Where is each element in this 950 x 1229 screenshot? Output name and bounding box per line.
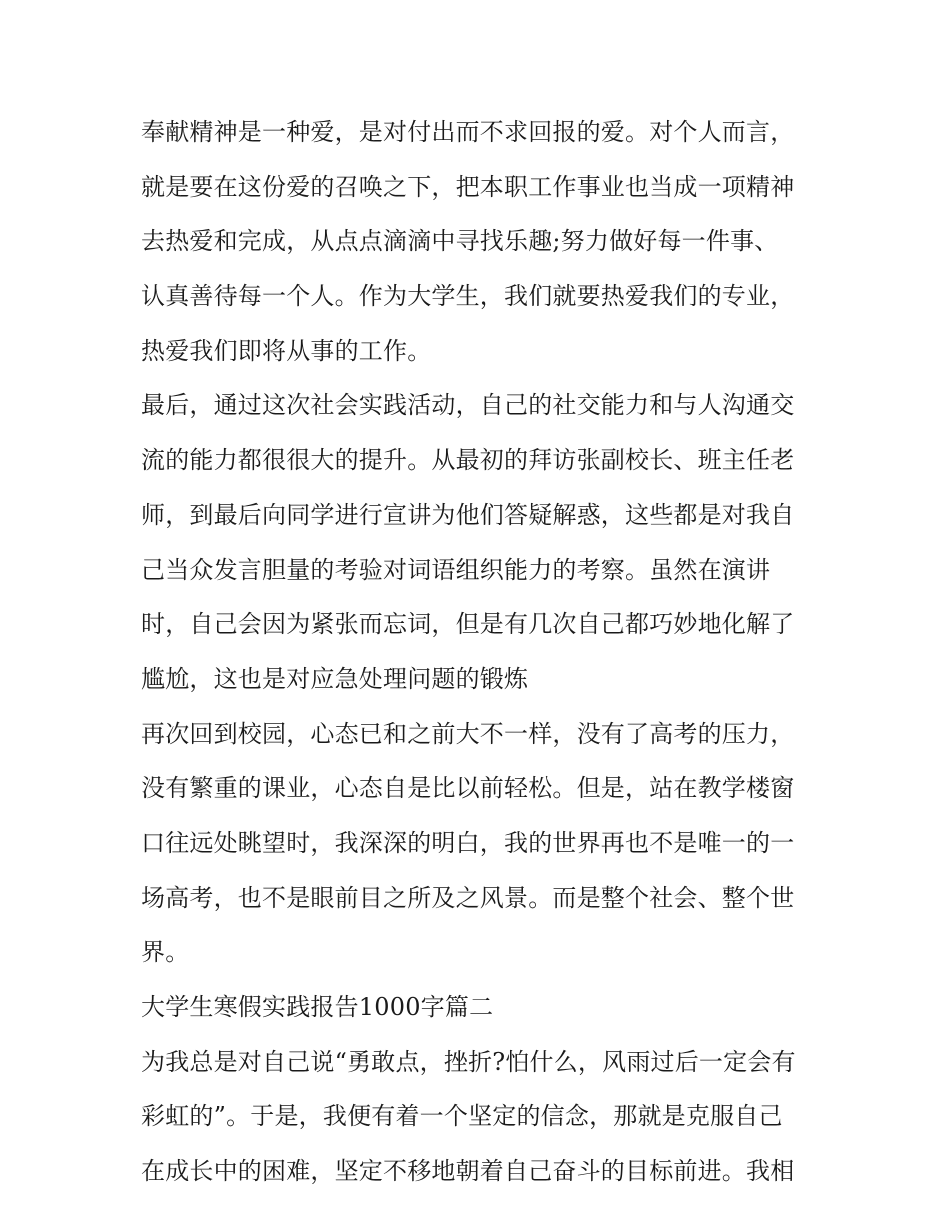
text-line: 再次回到校园，心态已和之前大不一样，没有了高考的压力， (141, 719, 795, 748)
text-line: 口往远处眺望时，我深深的明白，我的世界再也不是唯一的一 (141, 828, 795, 857)
section-heading: 大学生寒假实践报告1000字篇二 (141, 993, 494, 1021)
text-line: 热爱我们即将从事的工作。 (141, 336, 432, 365)
text-line: 师，到最后向同学进行宣讲为他们答疑解惑，这些都是对我自 (141, 500, 795, 529)
text-line: 奉献精神是一种爱，是对付出而不求回报的爱。对个人而言， (141, 118, 795, 146)
text-line: 时，自己会因为紧张而忘词，但是有几次自己都巧妙地化解了 (141, 610, 795, 639)
text-line: 彩虹的”。于是，我便有着一个坚定的信念，那就是克服自己 (141, 1102, 783, 1131)
text-line: 界。 (141, 938, 190, 967)
text-line: 认真善待每一个人。作为大学生，我们就要热爱我们的专业， (141, 282, 795, 311)
text-line: 己当众发言胆量的考验对词语组织能力的考察。虽然在演讲 (141, 555, 771, 584)
document-body (141, 105, 813, 1199)
text-line: 尴尬，这也是对应急处理问题的锻炼 (141, 664, 529, 693)
text-line: 在成长中的困难，坚定不移地朝着自己奋斗的目标前进。我相 (141, 1157, 795, 1186)
text-line: 没有繁重的课业，心态自是比以前轻松。但是，站在教学楼窗 (141, 774, 795, 803)
text-line: 去热爱和完成，从点点滴滴中寻找乐趣;努力做好每一件事、 (141, 227, 779, 256)
text-line: 最后，通过这次社会实践活动，自己的社交能力和与人沟通交 (141, 391, 795, 420)
text-line: 为我总是对自己说“勇敢点，挫折?怕什么，风雨过后一定会有 (141, 1047, 796, 1076)
text-line: 流的能力都很很大的提升。从最初的拜访张副校长、班主任老 (141, 446, 795, 475)
text-line: 场高考，也不是眼前目之所及之风景。而是整个社会、整个世 (141, 883, 795, 912)
text-line: 就是要在这份爱的召唤之下，把本职工作事业也当成一项精神 (141, 172, 795, 201)
